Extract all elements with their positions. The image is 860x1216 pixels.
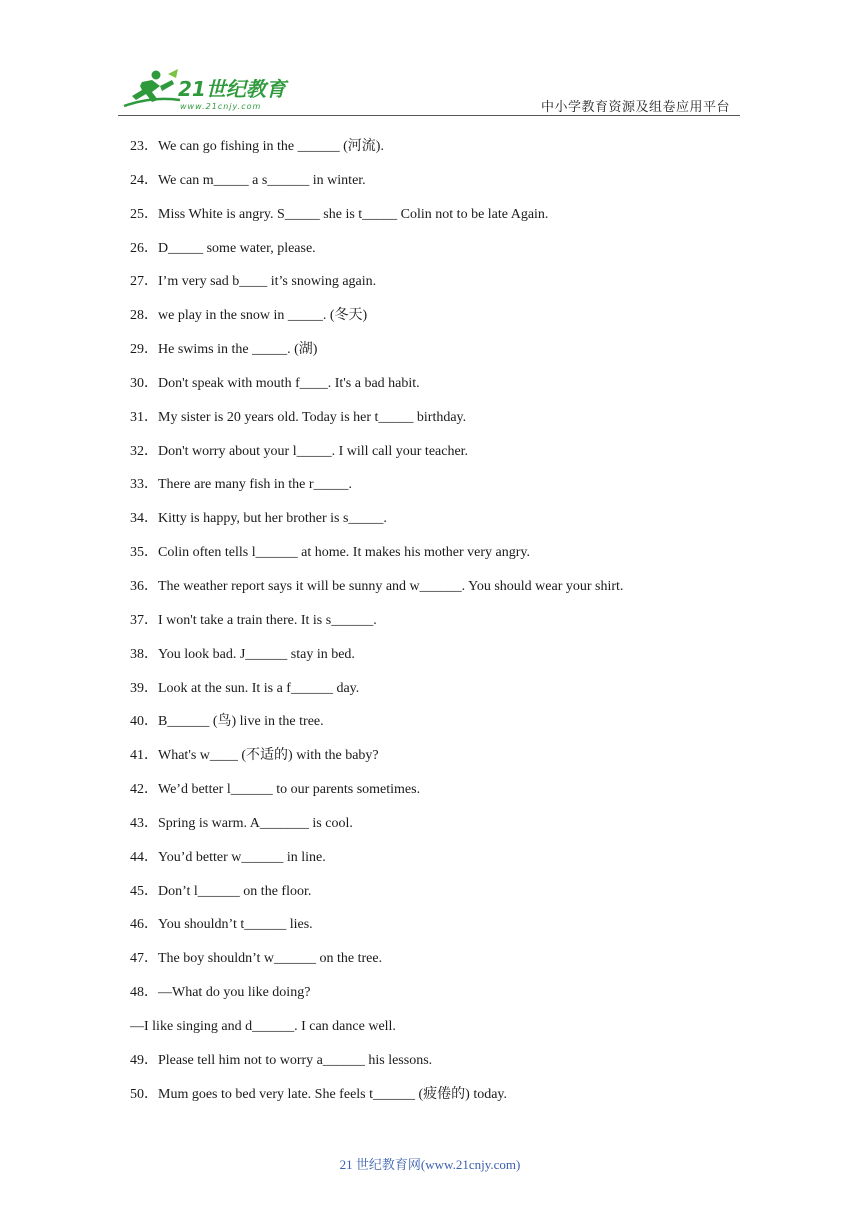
question-item <box>130 137 730 171</box>
question-item <box>130 679 730 713</box>
question-text: Kitty is happy, but her brother is s_____. <box>158 511 387 527</box>
question-number: 34． <box>130 511 158 527</box>
question-number: 25． <box>130 206 158 222</box>
question-number: 47． <box>130 951 158 967</box>
question-item <box>130 915 730 949</box>
question-item <box>130 882 730 916</box>
question-number: 33． <box>130 477 158 493</box>
question-number: 23． <box>130 139 158 154</box>
question-text: Spring is warm. A_______ is cool. <box>158 815 353 831</box>
question-item-continuation <box>130 1017 730 1051</box>
logo-url-text: www.21cnjy.com <box>180 102 262 111</box>
question-text: Miss White is angry. S_____ she is t_____ Colin not to be late Again. <box>158 206 549 222</box>
question-number: 49． <box>130 1052 158 1068</box>
question-number: 42． <box>130 782 158 798</box>
header-divider <box>118 115 740 116</box>
question-number: 24． <box>130 172 158 188</box>
question-text: You’d better w______ in line. <box>158 849 326 865</box>
question-text: What's w____ (不适的) with the baby? <box>158 748 379 764</box>
question-number: 26． <box>130 240 158 256</box>
question-number: 38． <box>130 646 158 662</box>
question-number: 46． <box>130 917 158 933</box>
runner-icon <box>124 69 180 106</box>
question-text: You shouldn’t t______ lies. <box>158 917 313 933</box>
question-text: Look at the sun. It is a f______ day. <box>158 680 360 696</box>
question-text: D_____ some water, please. <box>158 240 316 256</box>
question-item <box>130 374 730 408</box>
question-item <box>130 340 730 374</box>
question-item <box>130 205 730 239</box>
page-footer: 21 世纪教育网(www.21cnjy.com) <box>339 1157 521 1172</box>
question-item <box>130 814 730 848</box>
question-list <box>130 137 730 1118</box>
question-text: My sister is 20 years old. Today is her t_____ birthday. <box>158 409 467 425</box>
header-platform-text: 中小学教育资源及组卷应用平台 <box>540 100 730 115</box>
question-text: You look bad. J______ stay in bed. <box>158 646 355 662</box>
question-item <box>130 949 730 983</box>
question-item <box>130 306 730 340</box>
question-text: The weather report says it will be sunny and w______. You should wear your shirt. <box>158 578 624 594</box>
question-item <box>130 848 730 882</box>
logo <box>122 66 292 114</box>
question-text: He swims in the _____. (湖) <box>158 342 318 358</box>
question-text: There are many fish in the r_____. <box>158 477 352 493</box>
question-number: 32． <box>130 443 158 459</box>
question-number: 37． <box>130 612 158 628</box>
question-text: Mum goes to bed very late. She feels t______ (疲倦的) today. <box>158 1086 508 1102</box>
question-text: —What do you like doing? <box>158 985 311 1001</box>
question-item <box>130 272 730 306</box>
question-text: We’d better l______ to our parents sometimes. <box>158 782 421 798</box>
question-number: 40． <box>130 714 158 730</box>
question-number: 35． <box>130 545 158 561</box>
question-item <box>130 645 730 679</box>
question-item <box>130 1051 730 1085</box>
question-number: 27． <box>130 274 158 290</box>
question-text: Please tell him not to worry a______ his lessons. <box>158 1052 433 1068</box>
question-item <box>130 239 730 273</box>
question-number: 36． <box>130 578 158 594</box>
question-item <box>130 509 730 543</box>
question-text: Don’t l______ on the floor. <box>158 883 312 899</box>
question-text: Colin often tells l______ at home. It makes his mother very angry. <box>158 545 530 561</box>
question-item <box>130 171 730 205</box>
logo-text: 21世纪教育 <box>178 77 286 101</box>
question-item <box>130 475 730 509</box>
question-item <box>130 543 730 577</box>
question-number: 43． <box>130 815 158 831</box>
question-number: 41． <box>130 748 158 764</box>
question-text: The boy shouldn’t w______ on the tree. <box>158 951 383 967</box>
question-number: 50． <box>130 1086 158 1102</box>
question-item <box>130 780 730 814</box>
question-number: 45． <box>130 883 158 899</box>
question-text: We can m_____ a s______ in winter. <box>158 172 366 188</box>
question-item <box>130 442 730 476</box>
question-item <box>130 408 730 442</box>
page-header <box>118 66 740 116</box>
question-text: we play in the snow in _____. (冬天) <box>158 308 368 324</box>
question-text: I won't take a train there. It is s______. <box>158 612 377 628</box>
question-text: I’m very sad b____ it’s snowing again. <box>158 274 377 290</box>
question-item <box>130 611 730 645</box>
question-item <box>130 712 730 746</box>
question-text: We can go fishing in the ______ (河流). <box>158 139 384 154</box>
question-number: 44． <box>130 849 158 865</box>
question-number: 48． <box>130 985 158 1001</box>
question-text: Don't worry about your l_____. I will call your teacher. <box>158 443 469 459</box>
question-number: 28． <box>130 308 158 324</box>
question-text: Don't speak with mouth f____. It's a bad habit. <box>158 375 420 391</box>
question-item <box>130 983 730 1017</box>
question-number: 29． <box>130 342 158 358</box>
question-item <box>130 577 730 611</box>
question-number: 31． <box>130 409 158 425</box>
question-item <box>130 1085 730 1119</box>
question-item <box>130 746 730 780</box>
question-number: 30． <box>130 375 158 391</box>
question-text: —I like singing and d______. I can dance well. <box>130 1018 396 1034</box>
question-text: B______ (鸟) live in the tree. <box>158 714 324 730</box>
question-number: 39． <box>130 680 158 696</box>
